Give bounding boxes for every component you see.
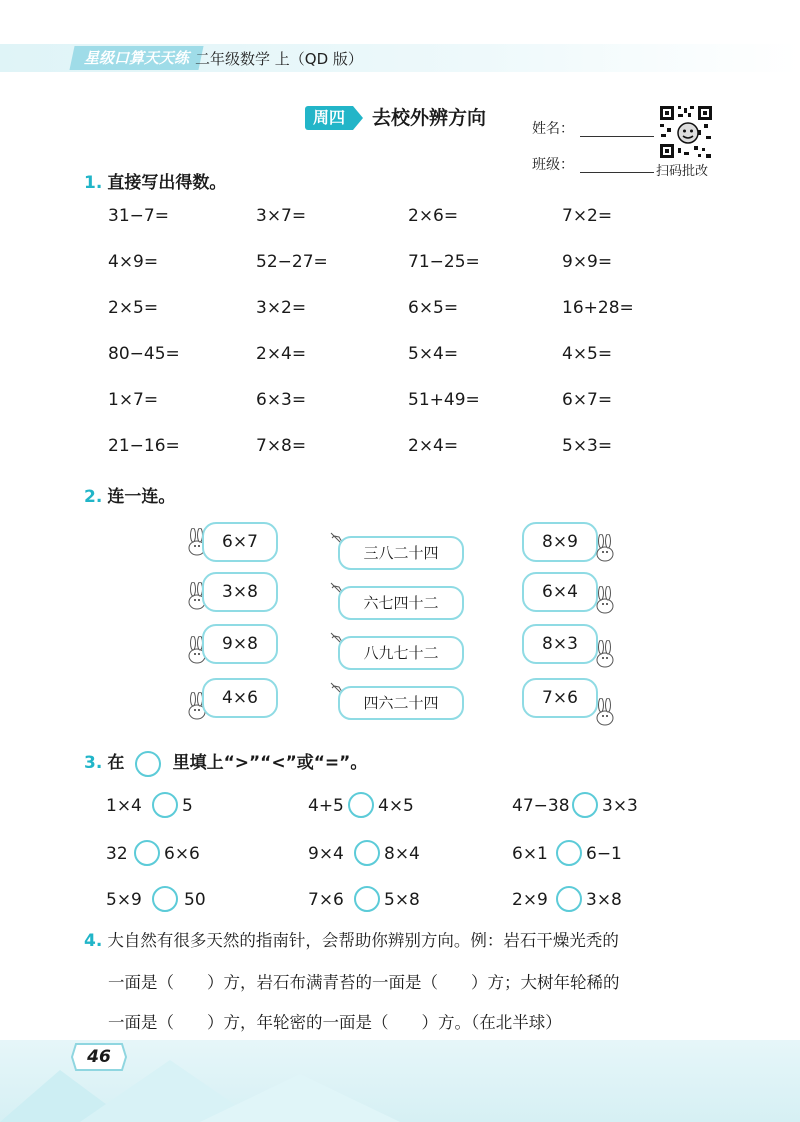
left-expression[interactable]: 9×8: [202, 624, 278, 664]
q3-right-operand: 3×8: [586, 890, 622, 910]
right-expression[interactable]: 8×9: [522, 522, 598, 562]
q2-heading: [84, 482, 175, 507]
left-expression[interactable]: 3×8: [202, 572, 278, 612]
q1-item: 80−45=: [108, 344, 180, 364]
q4-line-1: [84, 930, 619, 952]
q1-grid: [108, 206, 728, 482]
q3-left-operand: 7×6: [308, 890, 344, 910]
answer-circle[interactable]: [152, 792, 178, 818]
q1-item: 7×2=: [562, 206, 613, 226]
right-expression[interactable]: 6×4: [522, 572, 598, 612]
class-field[interactable]: [580, 156, 654, 173]
q1-title: 直接写出得数。: [107, 173, 227, 193]
name-label: 姓名：: [532, 121, 574, 137]
book-subtitle: 二年级数学 上（QD 版）: [195, 50, 363, 68]
q4-text-1: 大自然有很多天然的指南针，会帮助你辨别方向。例：岩石干燥光秃的: [107, 931, 619, 950]
q1-row: [108, 390, 728, 436]
q1-row: [108, 344, 728, 390]
day-badge-arrow: [353, 106, 363, 130]
q1-item: 2×4=: [256, 344, 307, 364]
q1-item: 51+49=: [408, 390, 480, 410]
q1-row: [108, 252, 728, 298]
answer-circle[interactable]: [152, 886, 178, 912]
q1-heading: [84, 168, 226, 193]
q3-right-operand: 6×6: [164, 844, 200, 864]
left-expression[interactable]: 4×6: [202, 678, 278, 718]
q3-right-operand: 5×8: [384, 890, 420, 910]
q1-item: 2×5=: [108, 298, 159, 318]
q1-item: 5×4=: [408, 344, 459, 364]
q3-left-operand: 2×9: [512, 890, 548, 910]
q3-right-operand: 3×3: [602, 796, 638, 816]
q3-left-operand: 9×4: [308, 844, 344, 864]
rabbit-icon: [594, 698, 616, 730]
rabbit-icon: [594, 640, 616, 672]
q1-row: [108, 298, 728, 344]
answer-circle[interactable]: [354, 886, 380, 912]
q1-item: 3×2=: [256, 298, 307, 318]
q1-item: 1×7=: [108, 390, 159, 410]
name-field[interactable]: [580, 120, 654, 137]
q1-item: 3×7=: [256, 206, 307, 226]
q3-right-operand: 8×4: [384, 844, 420, 864]
q2-title: 连一连。: [107, 487, 176, 507]
left-expression[interactable]: 6×7: [202, 522, 278, 562]
q3-left-operand: 6×1: [512, 844, 548, 864]
q3-left-operand: 5×9: [106, 890, 142, 910]
answer-circle[interactable]: [134, 840, 160, 866]
q3-right-operand: 6−1: [586, 844, 622, 864]
qr-code-icon[interactable]: [658, 104, 714, 160]
q1-item: 4×9=: [108, 252, 159, 272]
q1-item: 2×4=: [408, 436, 459, 456]
right-expression[interactable]: 8×3: [522, 624, 598, 664]
q3-left-operand: 4+5: [308, 796, 344, 816]
day-badge: 周四: [305, 106, 353, 130]
q3-right-operand: 5: [182, 796, 193, 816]
q3-right-operand: 50: [184, 890, 206, 910]
q4-number: 4.: [84, 931, 103, 951]
q3-left-operand: 1×4: [106, 796, 142, 816]
middle-phrase[interactable]: 八九七十二: [338, 636, 464, 670]
q1-number: 1.: [84, 173, 103, 193]
q1-item: 21−16=: [108, 436, 180, 456]
q1-item: 2×6=: [408, 206, 459, 226]
q1-item: 7×8=: [256, 436, 307, 456]
qr-caption: 扫码批改: [656, 164, 709, 179]
rabbit-icon: [594, 586, 616, 618]
q1-item: 16+28=: [562, 298, 634, 318]
series-tag: 星级口算天天练: [69, 46, 203, 70]
answer-circle[interactable]: [556, 840, 582, 866]
q4-text-3: 一面是（ ）方，年轮密的一面是（ ）方。（在北半球）: [108, 1013, 562, 1032]
q3-heading: [84, 748, 367, 777]
q1-item: 4×5=: [562, 344, 613, 364]
page-title: 去校外辨方向: [372, 107, 487, 129]
middle-phrase[interactable]: 六七四十二: [338, 586, 464, 620]
q3-right-operand: 4×5: [378, 796, 414, 816]
q1-item: 52−27=: [256, 252, 328, 272]
answer-circle[interactable]: [556, 886, 582, 912]
page-number: 46: [87, 1047, 111, 1067]
answer-circle[interactable]: [572, 792, 598, 818]
middle-phrase[interactable]: 三八二十四: [338, 536, 464, 570]
q1-item: 6×5=: [408, 298, 459, 318]
middle-phrase[interactable]: 四六二十四: [338, 686, 464, 720]
sample-circle: [135, 751, 161, 777]
q4-text-2: 一面是（ ）方，岩石布满青苔的一面是（ ）方；大树年轮稀的: [108, 973, 620, 992]
right-expression[interactable]: 7×6: [522, 678, 598, 718]
q2-number: 2.: [84, 487, 103, 507]
q1-item: 6×7=: [562, 390, 613, 410]
class-label: 班级：: [532, 157, 574, 173]
q1-row: [108, 436, 728, 482]
q3-suffix: 里填上“>”“<”或“=”。: [172, 753, 368, 773]
q1-row: [108, 206, 728, 252]
q3-prefix: 在: [107, 753, 125, 773]
q1-item: 5×3=: [562, 436, 613, 456]
q3-left-operand: 47−38: [512, 796, 570, 816]
q1-item: 71−25=: [408, 252, 480, 272]
q3-left-operand: 32: [106, 844, 128, 864]
q1-item: 9×9=: [562, 252, 613, 272]
answer-circle[interactable]: [348, 792, 374, 818]
q1-item: 6×3=: [256, 390, 307, 410]
q1-item: 31−7=: [108, 206, 169, 226]
rabbit-icon: [594, 534, 616, 566]
q3-number: 3.: [84, 753, 103, 773]
answer-circle[interactable]: [354, 840, 380, 866]
